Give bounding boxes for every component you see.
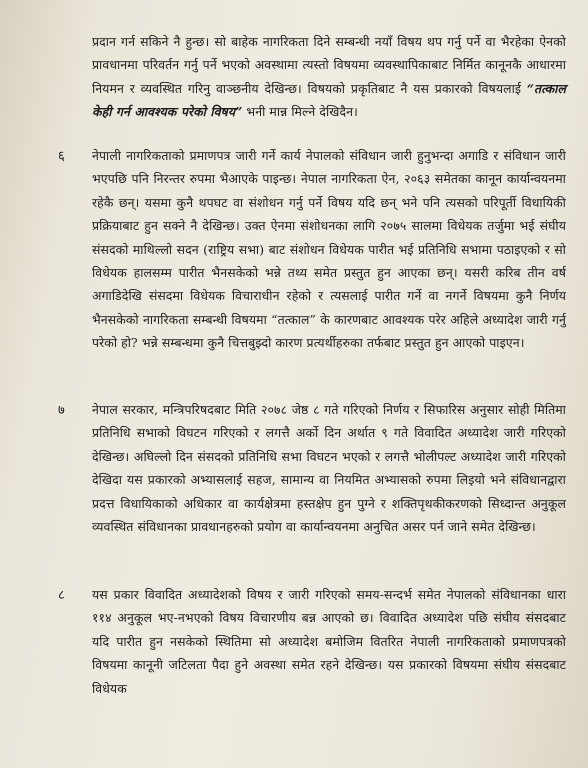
- paragraph-continued: [92, 30, 566, 124]
- paragraph-number-8: ८: [58, 588, 65, 603]
- paragraph-text: प्रदान गर्न सकिने नै हुन्छ। सो बाहेक नागरिकता दिने सम्बन्धी नयाँ विषय थप गर्नु पर्ने वा भैरहेका ऐनको प्रावधानमा परिवर्तन गर्नु पर्ने भएको अवस्थामा त्यस्तो विषयमा व्यवस्थापिकाबाट निर्मित कानूनकै आधारमा नियमन र व्यवस्थित गरिनु वाञ्छनीय देखिन्छ। विषयको प्रकृतिबाट नै यस प्रकारको विषयलाई: [92, 34, 566, 96]
- paragraph-8: यस प्रकार विवादित अध्यादेशको विषय र जारी गरिएको समय-सन्दर्भ समेत नेपालको संविधानका धारा ११४ अनुकूल भए-नभएको विषय विचारणीय बन्न आएको छ। विवादित अध्यादेश पछि संघीय संसदबाट यदि पारीत हुन नसकेको स्थितिमा सो अध्यादेश बमोजिम वितरित नेपाली नागरिकताको प्रमाणपत्रको विषयमा कानूनी जटिलता पैदा हुने अवस्था समेत रहने देखिन्छ। यस प्रकारको विषयमा संघीय संसदबाट विधेयक: [92, 587, 566, 696]
- paragraph-number-6: ६: [58, 149, 65, 164]
- paragraph-text-end: भनी मान्न मिल्ने देखिदैन।: [242, 104, 358, 120]
- paragraph-7: नेपाल सरकार, मन्त्रिपरिषदबाट मिति २०७८ जेष्ठ ८ गते गरिएको निर्णय र सिफारिस अनुसार सोही मितिमा प्रतिनिधि सभाको विघटन गरिएको र लगत्तै अर्को दिन अर्थात ९ गते विवादित अध्यादेश जारी गरिएको देखिन्छ। अघिल्लो दिन संसदको प्रतिनिधि सभा विघटन भएको र लगत्तै भोलीपल्ट अध्यादेश जारी गरिएको देखिदा यस प्रकारको अभ्यासलाई सहज, सामान्य वा नियमित अभ्यासको रुपमा लिइयो भने संविधानद्वारा प्रदत्त विधायिकाको अधिकार वा कार्यक्षेत्रमा हस्तक्षेप हुन पुग्ने र शक्तिपृथकीकरणको सिध्दान्त अनुकूल व्यवस्थित संविधानका प्रावधानहरुको प्रयोग वा कार्यान्वयनमा अनुचित असर पर्न जाने समेत देखिन्छ।: [92, 402, 566, 535]
- emphasized-phrase: “तत्काल केही गर्न आवश्यक परेको विषय”: [92, 80, 566, 120]
- paragraph-number-7: ७: [58, 403, 65, 418]
- paragraph-6: नेपाली नागरिकताको प्रमाणपत्र जारी गर्ने कार्य नेपालको संविधान जारी हुनुभन्दा अगाडि र संविधान जारी भएपछि पनि निरन्तर रुपमा भैआएके पाइन्छ। नेपाल नागरिकता ऐन, २०६३ समेतका कानून कार्यान्वयनमा रहेकै छन्। यसमा कुनै थपघट वा संशोधन गर्नु पर्ने विषय यदि छन् भने पनि त्यसको परिपूर्ती विधायिकी प्रक्रियाबाट हुन सक्ने नै देखिन्छ। उक्त ऐनमा संशोधनका लागि २०७५ सालमा विधेयक तर्जुमा भई संघीय संसदको माथिल्लो सदन (राष्ट्रिय सभा) बाट संशोधन विधेयक पारीत भई प्रतिनिधि सभामा पठाइएको र सो विधेयक हालसम्म पारीत भैनसकेको भन्ने तथ्य समेत प्रस्तुत हुन आएका छन्। यसरी करिब तीन वर्ष अगाडिदेखि संसदमा विधेयक विचाराधीन रहेको र त्यसलाई पारीत गर्ने वा नगर्ने विषयमा कुनै निर्णय भैनसकेको नागरिकता सम्बन्धी विषयमा “तत्काल” के कारणबाट आवश्यक परेर अहिले अध्यादेश जारी गर्नु परेको हो? भन्ने सम्बन्धमा कुनै चित्तबुझ्दो कारण प्रत्यर्थीहरुका तर्फबाट प्रस्तुत हुन आएको पाइएन।: [92, 148, 566, 351]
